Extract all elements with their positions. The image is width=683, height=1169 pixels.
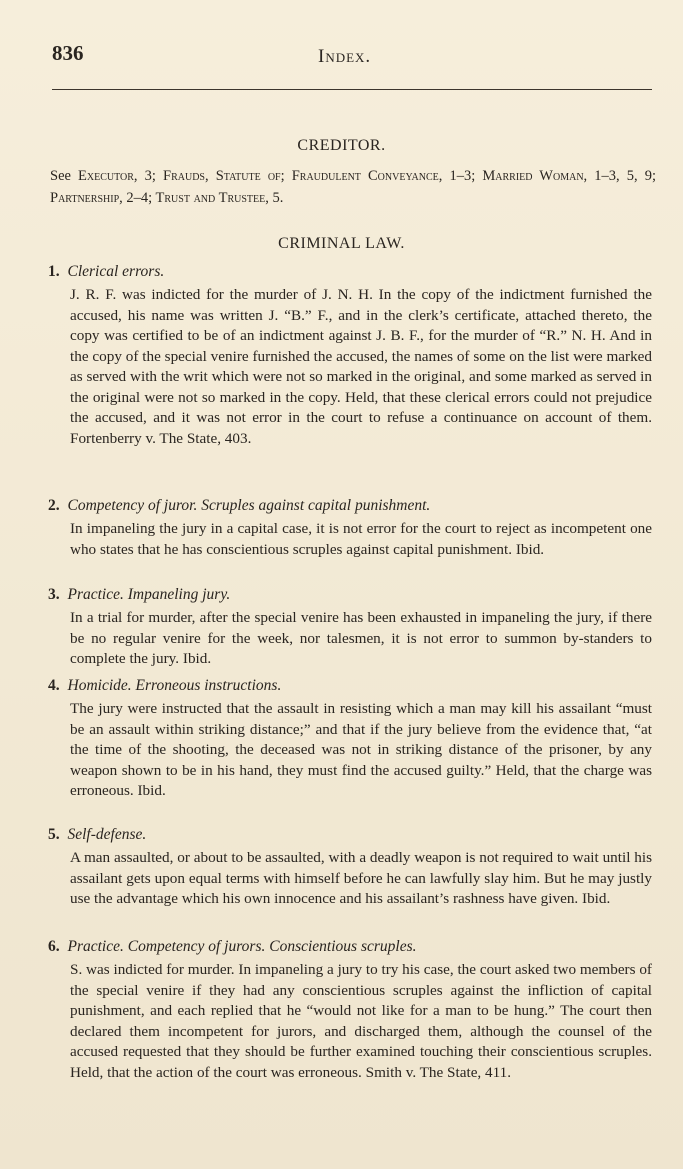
index-entry — [48, 585, 652, 670]
creditor-see-also — [50, 165, 656, 209]
entry-body: In impaneling the jury in a capital case, it is not error for the court to reject as incompetent one who states that he has conscientious scruples against capital punishment. Ibid. — [70, 520, 652, 558]
entry-topic: Homicide. Erroneous instructions. — [67, 677, 282, 694]
entry-topic: Competency of juror. Scruples against capital punishment. — [67, 497, 431, 514]
running-title: Index. — [318, 46, 372, 67]
entry-body: The jury were instructed that the assault in resisting which a man may kill his assailant “must be an assault within striking distance;” and that if the jury believe from the evidence that, “at the time of the shooting, the deceased was not in striking distance of the prisoner, by any weapon shown to be in his hand, they must find the accused guilty.” Held, that the charge was erroneous. Ibid. — [70, 700, 652, 799]
section-title-creditor: CREDITOR. — [297, 137, 386, 154]
index-entry — [48, 825, 652, 910]
page-number: 836 — [52, 41, 84, 65]
see-references: Executor, 3; Frauds, Statute of; Fraudulent Conveyance, 1–3; Married Woman, 1–3, 5, 9; Partnership, 2–4; Trust and Trustee, 5. — [50, 168, 656, 206]
entry-number: 2. — [48, 497, 60, 514]
entry-number: 1. — [48, 263, 60, 280]
entry-heading — [48, 585, 652, 605]
entry-body: In a trial for murder, after the special venire has been exhausted in impaneling the jury, if there be no regular venire for the week, nor talesmen, it is not error to summon by-standers to complete the jury. Ibid. — [70, 609, 652, 667]
entry-topic: Self-defense. — [67, 826, 147, 843]
entry-heading — [48, 496, 652, 516]
entry-topic: Practice. Competency of jurors. Conscientious scruples. — [67, 938, 417, 955]
entry-topic: Practice. Impaneling jury. — [67, 586, 231, 603]
entry-heading — [48, 676, 652, 696]
index-entry — [48, 676, 652, 802]
entry-topic: Clerical errors. — [67, 263, 165, 280]
entry-number: 4. — [48, 677, 60, 694]
section-title-criminal-law: CRIMINAL LAW. — [278, 235, 405, 252]
index-entry — [48, 262, 652, 449]
entry-body: J. R. F. was indicted for the murder of J. N. H. In the copy of the indictment furnished the accused, his name was written J. “B.” F., and in the clerk’s certificate, attached thereto, the copy was certified to be of an indictment against J. B. F., for the murder of “R.” N. H. And in the copy of the special venire furnished the accused, the names of some on the list were marked as served with the writ which were not so marked in the original, and some marked as served in the original were not so marked in the copy. Held, that these clerical errors could not prejudice the accused, and it was not error in the court to refuse a continuance on account of them. Fortenberry v. The State, 403. — [70, 286, 652, 447]
entry-number: 5. — [48, 826, 60, 843]
entry-number: 3. — [48, 586, 60, 603]
entry-heading — [48, 262, 652, 282]
header-rule — [52, 89, 652, 90]
entry-heading — [48, 937, 652, 957]
entry-heading — [48, 825, 652, 845]
see-label: See — [50, 168, 71, 184]
entry-body: A man assaulted, or about to be assaulted, with a deadly weapon is not required to wait until his assailant gets upon equal terms with himself before he can lawfully slay him. But he may justly use the advantage which his own innocence and his assailant’s rashness have given. Ibid. — [70, 849, 652, 907]
entry-body: S. was indicted for murder. In impaneling a jury to try his case, the court asked two members of the special venire if they had any conscientious scruples against the infliction of capital punishment, and each replied that he “would not like for a man to be hung.” The court then declared them incompetent for jurors, and discharged them, although the counsel of the accused requested that they should be further examined touching their conscientious scruples. Held, that the action of the court was erroneous. Smith v. The State, 411. — [70, 961, 652, 1081]
index-entry — [48, 496, 652, 560]
index-entry — [48, 937, 652, 1083]
entry-number: 6. — [48, 938, 60, 955]
